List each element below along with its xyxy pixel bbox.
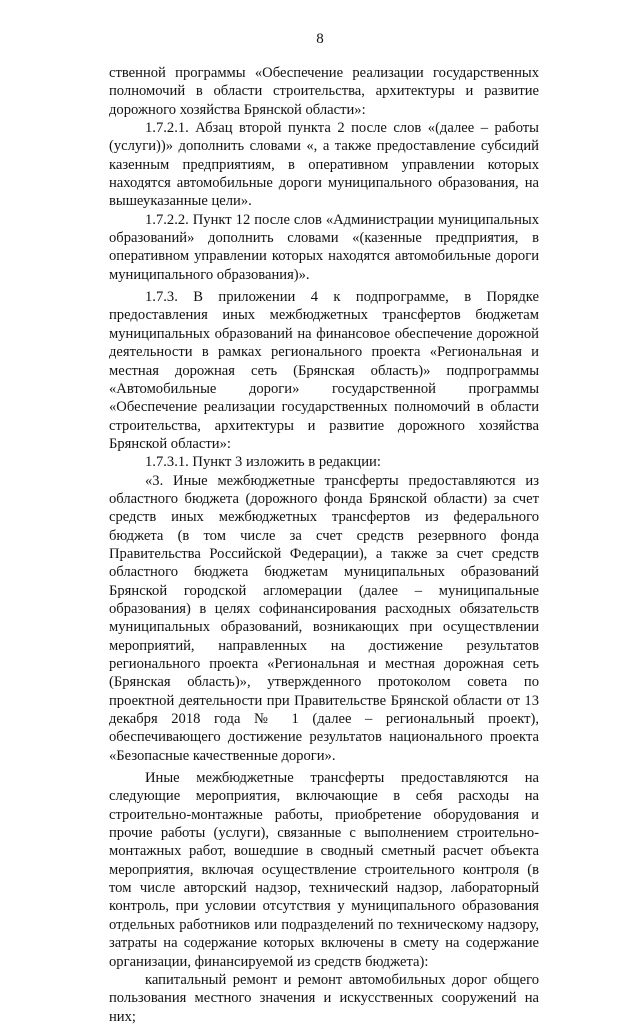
paragraph-1-7-3: 1.7.3. В приложении 4 к подпрограмме, в Порядке предоставления иных межбюджетных трансфертов бюджетам муниципальных образований на финансовое обеспечение дорожной деятельности в рамках регионального проекта «Региональная и местная дорожная сеть (Брянская область)» подпрограммы «Автомобильные дороги» государственной программы «Обеспечение реализации государственных полномочий в области строительства, архитектуры и развитие дорожного хозяйства Брянской области»: — [109, 289, 539, 452]
page-number: 8 — [316, 31, 324, 47]
paragraph-continuation: ственной программы «Обеспечение реализации государственных полномочий в области строительства, архитектуры и развитие дорожного хозяйства Брянской области»: — [109, 65, 539, 118]
paragraph-1-7-2-2: 1.7.2.2. Пункт 12 после слов «Администрации муниципальных образований» дополнить словами «(казенные предприятия, в оперативном управлении которых находятся автомобильные дороги муниципального образования)». — [109, 211, 539, 283]
paragraph-transfers-activities: Иные межбюджетные трансферты предоставляются на следующие мероприятия, включающие в себя расходы на строительно-монтажные работы, приобретение оборудования и прочие работы (услуги), связанные с выполнением строительно-монтажных работ, вошедшие в сводный сметный расчет объекта мероприятия, включая осуществление строительного контроля (в том числе авторский надзор, технический надзор, лабораторный контроль, при условии отсутствия у муниципального образования отдельных работников или подразделений по техническому надзору, затраты на содержание которых включены в смету на содержание организации, финансируемой из средств бюджета): — [109, 770, 539, 970]
document-body — [109, 64, 539, 1026]
paragraph-1-7-2-1: 1.7.2.1. Абзац второй пункта 2 после слов «(далее – работы (услуги))» дополнить словами «, а также предоставление субсидий казенным предприятиям, в оперативном управлении которых находятся автомобильные дороги муниципального образования, на вышеуказанные цели». — [109, 120, 539, 210]
paragraph-point-3: «3. Иные межбюджетные трансферты предоставляются из областного бюджета (дорожного фонда Брянской области) за счет средств иных межбюджетных трансфертов из федерального бюджета (в том числе за счет средств резервного фонда Правительства Российской Федерации), а также за счет средств областного бюджета бюджетам муниципальных образований Брянской городской агломерации (далее – муниципальные образования) в целях софинансирования расходных обязательств муниципальных образований, возникающих при осуществлении мероприятий, направленных на достижение результатов регионального проекта «Региональная и местная дорожная сеть (Брянская область)», утвержденного протоколом совета по проектной деятельности при Правительстве Брянской области от 13 декабря 2018 года № 1 (далее – региональный проект), обеспечивающего достижение результатов национального проекта «Безопасные качественные дороги». — [109, 472, 539, 764]
paragraph-list-item-repair: капитальный ремонт и ремонт автомобильных дорог общего пользования местного значения и искусственных сооружений на них; — [109, 971, 539, 1025]
paragraph-1-7-3-1: 1.7.3.1. Пункт 3 изложить в редакции: — [145, 454, 381, 471]
